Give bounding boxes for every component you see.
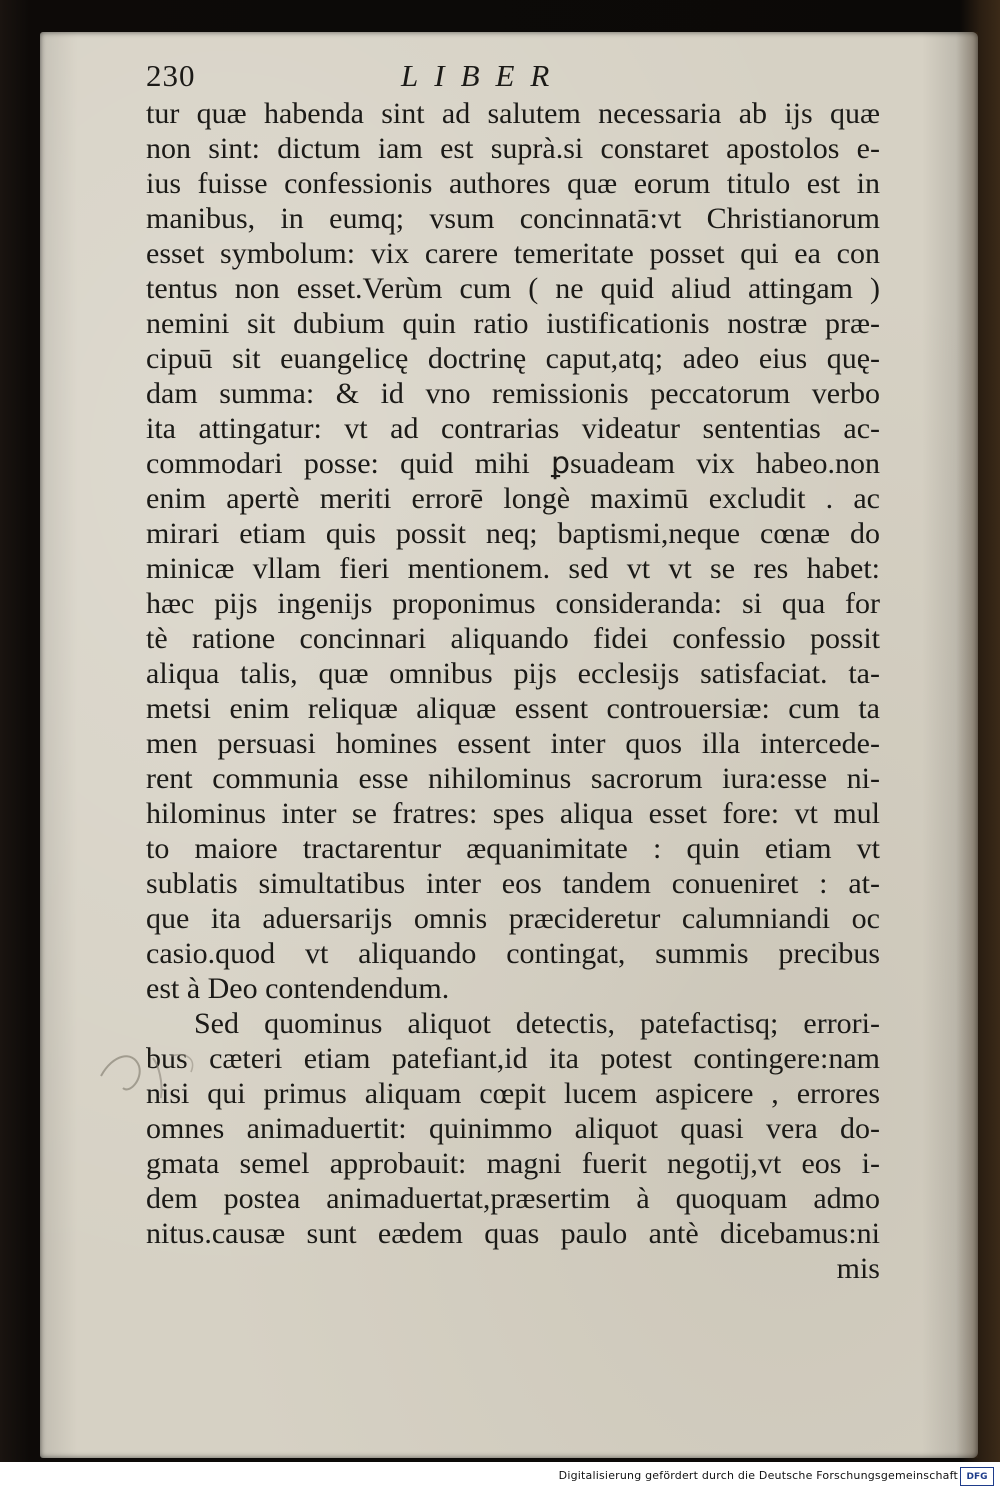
text-line: nitus.causæ sunt eædem quas paulo antè dicebamus:ni [146,1217,880,1250]
text-line: esset symbolum: vix carere temeritate posset qui ea con [146,237,880,270]
text-line: aliqua talis, quæ omnibus pijs ecclesijs satisfaciat. ta- [146,657,880,690]
pencil-margin-mark [93,1036,223,1106]
catchword: mis [836,1252,880,1285]
dfg-logo [960,1467,994,1486]
body-text [146,96,880,1286]
text-line: bus cæteri etiam patefiant,id ita potest contingere:nam [146,1042,880,1075]
text-line: nisi qui primus aliquam cœpit lucem aspicere , errores [146,1077,880,1110]
text-line: enim apertè meriti errorē longè maximū excludit . ac [146,482,880,515]
text-line: dam summa: & id vno remissionis peccatorum verbo [146,377,880,410]
page-number: 230 [146,58,196,93]
text-line: non sint: dictum iam est suprà.si constaret apostolos e- [146,132,880,165]
running-head [146,58,706,98]
text-line: manibus, in eumq; vsum concinnatā:vt Christianorum [146,202,880,235]
text-line: ita attingatur: vt ad contrarias videatur sententias ac- [146,412,880,445]
text-line: omnes animaduertit: quinimmo aliquot quasi vera do- [146,1112,880,1145]
text-line: que ita aduersarijs omnis præcideretur calumniandi oc [146,902,880,935]
dfg-logo-text: DFG [966,1471,988,1482]
text-line: casio.quod vt aliquando contingat, summis precibus [146,937,880,970]
text-line: nemini sit dubium quin ratio iustificationis nostræ præ- [146,307,880,340]
text-line: dem postea animaduertat,præsertim à quoquam admo [146,1182,880,1215]
text-line: cipuū sit euangelicę doctrinę caput,atq; adeo eius quę- [146,342,880,375]
text-line: mirari etiam quis possit neq; baptismi,neque cœnæ do [146,517,880,550]
text-line: tur quæ habenda sint ad salutem necessaria ab ijs quæ [146,97,880,130]
funding-credit: Digitalisierung gefördert durch die Deutsche Forschungsgemeinschaft [558,1469,958,1482]
text-line: gmata semel approbauit: magni fuerit negotij,vt eos i- [146,1147,880,1180]
footer-bar [0,1462,1000,1492]
text-line: tè ratione concinnari aliquando fidei confessio possit [146,622,880,655]
text-line: est à Deo contendendum. [146,972,450,1005]
running-title: LIBER [401,58,566,93]
text-line: ius fuisse confessionis authores quæ eorum titulo est in [146,167,880,200]
text-line: men persuasi homines essent inter quos illa intercede- [146,727,880,760]
text-line: hilominus inter se fratres: spes aliqua esset fore: vt mul [146,797,880,830]
text-line: sublatis simultatibus inter eos tandem conueniret : at- [146,867,880,900]
text-line: Sed quominus aliquot detectis, patefactisq; errori- [194,1007,880,1040]
text-line: hæc pijs ingenijs proponimus consideranda: si qua for [146,587,880,620]
text-line: commodari posse: quid mihi ꝑsuadeam vix habeo.non [146,447,880,480]
page-spine-shadow [956,32,978,1458]
text-line: metsi enim reliquæ aliquæ essent controuersiæ: cum ta [146,692,880,725]
text-line: rent communia esse nihilominus sacrorum iura:esse ni- [146,762,880,795]
text-line: to maiore tractarentur æquanimitate : quin etiam vt [146,832,880,865]
text-line: tentus non esset.Verùm cum ( ne quid aliud attingam ) [146,272,880,305]
text-line: minicæ vllam fieri mentionem. sed vt vt se res habet: [146,552,880,585]
